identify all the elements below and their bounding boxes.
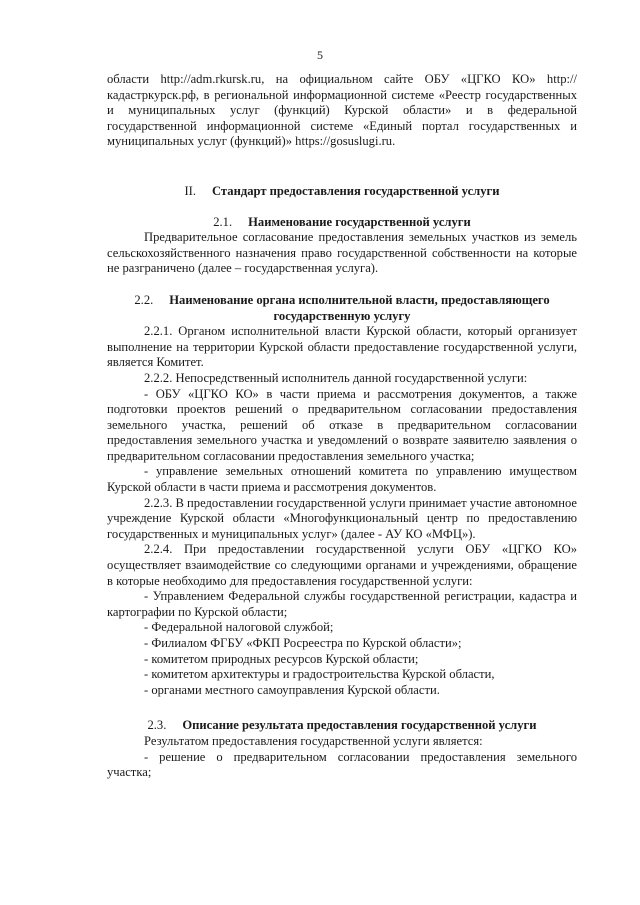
section-2-3-text: Результатом предоставления государственной услуги является: xyxy=(144,733,483,748)
list-item: - управление земельных отношений комитета по управлению имуществом Курской области в части приема и рассмотрения документов. xyxy=(107,464,577,495)
list-item: - органами местного самоуправления Курской области. xyxy=(144,682,440,697)
paragraph-2-2-1: 2.2.1. Органом исполнительной власти Курской области, который организует выполнение на территории Курской области предоставление государственной услуги, является Комитет. xyxy=(107,324,577,370)
section-2-1-text: Предварительное согласование предоставления земельных участков из земель сельскохозяйственного назначения право государственной собственности на которые не разграничено (далее – государственная услуга). xyxy=(107,230,577,276)
list-item: - Филиалом ФГБУ «ФКП Росреестра по Курской области»; xyxy=(144,636,462,650)
list-item: - комитетом природных ресурсов Курской области; xyxy=(144,651,419,666)
list-item: - комитетом архитектуры и градостроительства Курской области, xyxy=(144,667,495,682)
section-2-3-title: Описание результата предоставления государственной услуги xyxy=(182,718,537,733)
section-2-2-title-line1: Наименование органа исполнительной власти, предоставляющего xyxy=(169,292,550,307)
list-item: - решение о предварительном согласовании предоставления земельного участка; xyxy=(107,749,577,780)
list-item: - Федеральной налоговой службой; xyxy=(144,620,334,635)
page-content xyxy=(107,72,577,781)
paragraph-2-2-3: 2.2.3. В предоставлении государственной услуги принимает участие автономное учреждение Курской области «Многофункциональный центр по предоставлению государственных и муниципальных услуг» (далее - АУ КО «МФЦ»). xyxy=(107,495,577,541)
section-2-2-number: 2.2. xyxy=(134,292,154,307)
section-2-number: II. xyxy=(184,183,196,198)
section-2-2-title-line2: государственную услугу xyxy=(273,308,411,323)
section-2-title: Стандарт предоставления государственной услуги xyxy=(212,183,500,198)
section-2-1-number: 2.1. xyxy=(213,214,233,229)
section-2-heading xyxy=(107,184,577,200)
section-2-1-heading xyxy=(107,215,577,231)
page-number: 5 xyxy=(317,48,323,62)
list-item: - Управлением Федеральной службы государственной регистрации, кадастра и картографии по Курской области; xyxy=(107,589,577,619)
paragraph-2-2-2: 2.2.2. Непосредственный исполнитель данной государственной услуги: xyxy=(144,370,528,385)
section-2-3-number: 2.3. xyxy=(147,718,167,733)
intro-paragraph: области http://adm.rkursk.ru, на официальном сайте ОБУ «ЦГКО КО» http:// кадастркурск.рф, в региональной информационной системе «Реестр государственных и муниципальных услуг (функций) Курской области» и в федеральной государственной информационной системе «Единый портал государственных и муниципальных услуг (функций)» https://gosuslugi.ru. xyxy=(107,72,577,149)
list-item: - ОБУ «ЦГКО КО» в части приема и рассмотрения документов, а также подготовки проектов решений о предварительном согласовании предоставления земельного участка, решений об отказе в предварительном согласовании предоставления земельного участка и уведомлений о возврате заявителю заявления о предварительном согласовании предоставления земельного участка; xyxy=(107,386,577,463)
section-2-1-title: Наименование государственной услуги xyxy=(248,214,471,229)
section-2-3-heading xyxy=(107,718,577,734)
section-2-2-heading xyxy=(107,293,577,324)
paragraph-2-2-4: 2.2.4. При предоставлении государственной услуги ОБУ «ЦГКО КО» осуществляет взаимодействие со следующими органами и учреждениями, обращение в которые необходимо для предоставления государственной услуги: xyxy=(107,542,577,588)
